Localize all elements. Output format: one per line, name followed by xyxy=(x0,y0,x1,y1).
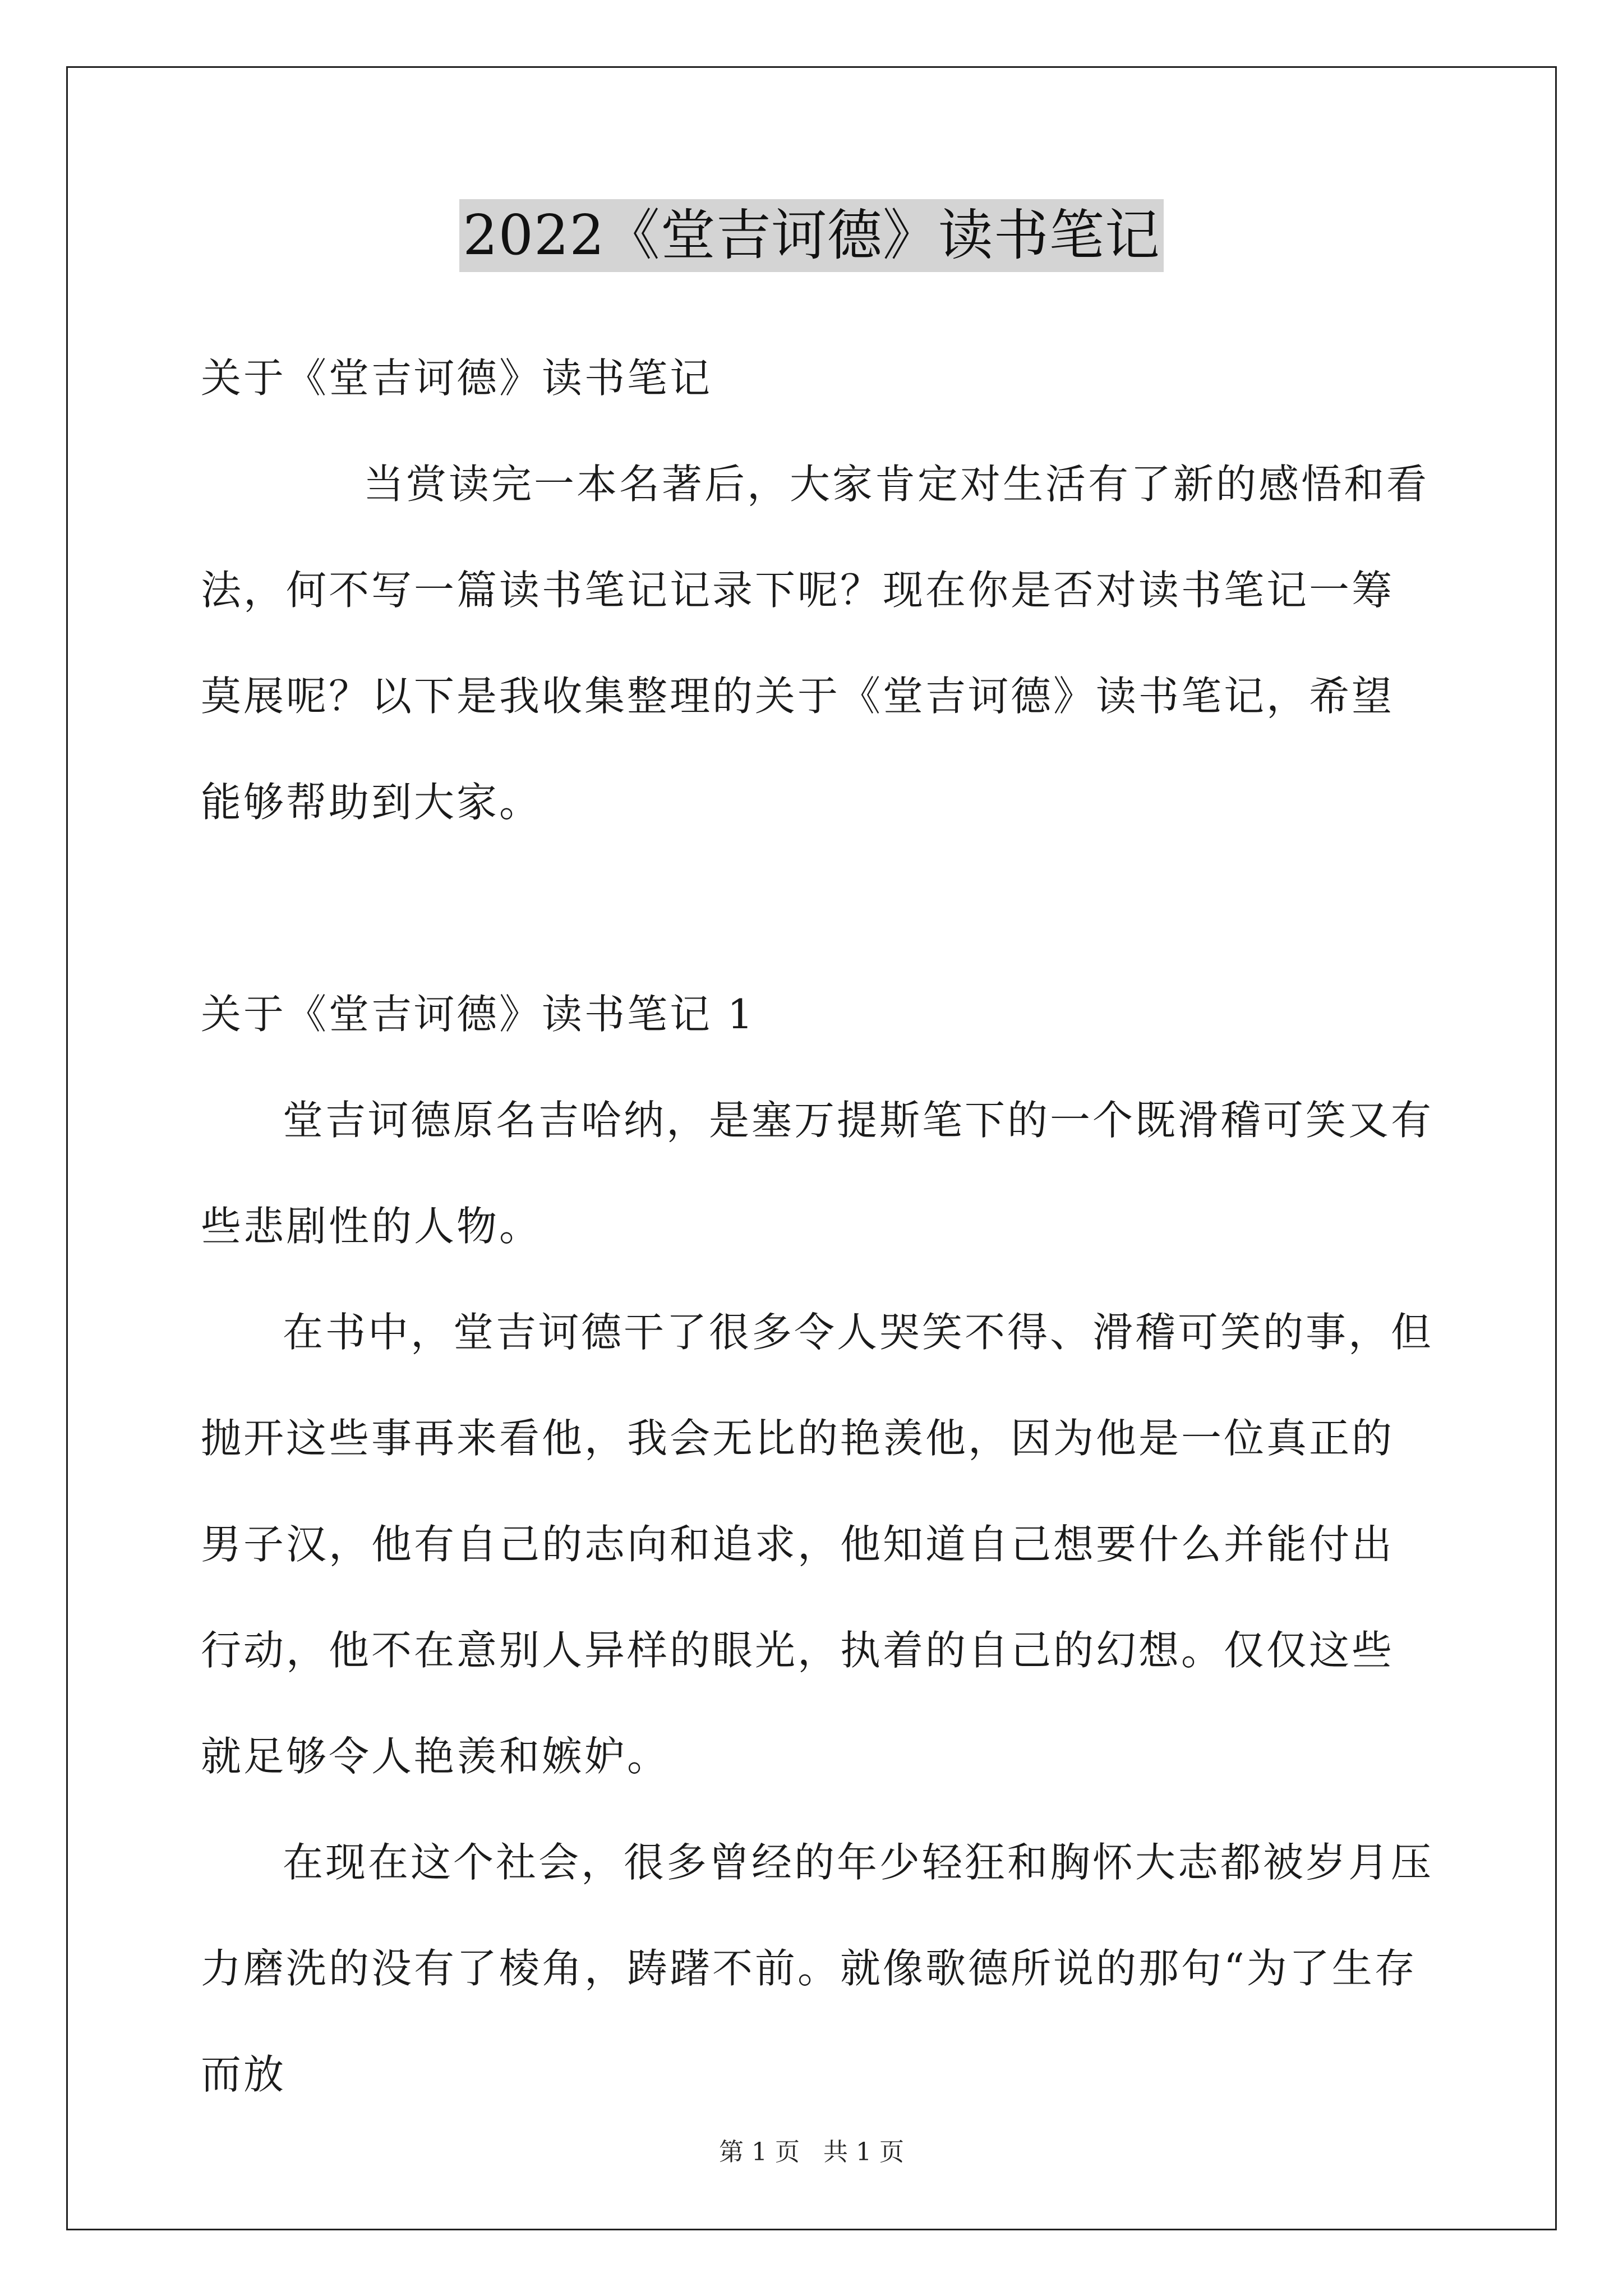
section-spacer xyxy=(201,855,1435,961)
document-body xyxy=(201,325,1435,2128)
body-paragraph: 堂吉诃德原名吉哈纳，是塞万提斯笔下的一个既滑稽可笑又有些悲剧性的人物。 xyxy=(201,1097,1434,1250)
body-paragraph: 在书中，堂吉诃德干了很多令人哭笑不得、滑稽可笑的事，但抛开这些事再来看他，我会无比的艳羡他，因为他是一位真正的男子汉，他有自己的志向和追求，他知道自己想要什么并能付出行动，他不在意别人异样的眼光，执着的自己的幻想。仅仅这些就足够令人艳羡和嫉妒。 xyxy=(201,1309,1434,1780)
page-total: 共 1 页 xyxy=(823,2138,904,2166)
intro-paragraph: 当赏读完一本名著后，大家肯定对生活有了新的感悟和看法，何不写一篇读书笔记记录下呢？现在你是否对读书笔记一筹莫展呢？以下是我收集整理的关于《堂吉诃德》读书笔记，希望能够帮助到大家。 xyxy=(201,461,1430,826)
page-number: 第 1 页 xyxy=(719,2138,800,2166)
document-title: 2022《堂吉诃德》读书笔记 xyxy=(459,199,1163,272)
title-container xyxy=(0,199,1623,272)
page-footer xyxy=(0,2132,1623,2168)
section-heading: 关于《堂吉诃德》读书笔记 1 xyxy=(201,991,755,1038)
body-paragraph: 在现在这个社会，很多曾经的年少轻狂和胸怀大志都被岁月压力磨洗的没有了棱角，踌躇不前。就像歌德所说的那句“为了生存而放 xyxy=(201,1839,1434,2098)
intro-heading: 关于《堂吉诃德》读书笔记 xyxy=(201,355,713,402)
